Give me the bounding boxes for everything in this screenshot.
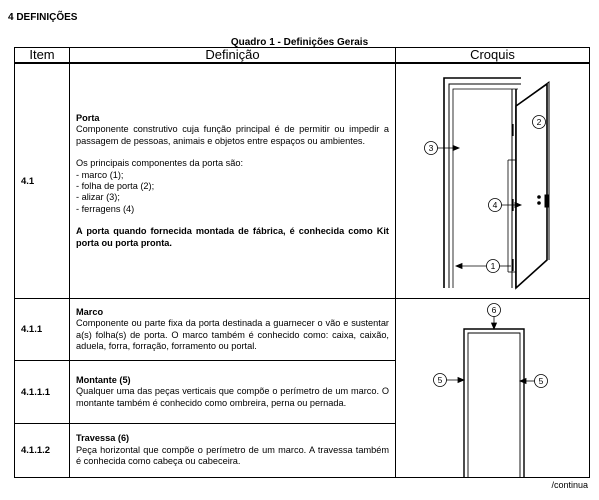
item-number: 4.1.1: [15, 299, 70, 361]
definition-text: Qualquer uma das peças verticais que compõe o perímetro de um marco. O montante também é conhecido como ombreira, perna ou pernada.: [76, 386, 389, 408]
definition-text: Componente ou parte fixa da porta destinada a guarnecer o vão e sustentar a(s) folha(s) de porta. O marco também é conhecido como: caixa, caixão, aduela, forra, forração, forramento ou portal.: [76, 318, 389, 352]
item-number: 4.1.1.2: [15, 423, 70, 477]
callout-label-4: 4: [492, 200, 498, 210]
door-frame: [444, 78, 521, 288]
table-row: [15, 63, 590, 299]
item-number: 4.1.1.1: [15, 361, 70, 423]
definition-title: Montante (5): [76, 374, 131, 385]
definition-cell: [70, 63, 396, 299]
header-croquis: Croquis: [396, 48, 590, 64]
callout-label-5-right: 5: [538, 376, 544, 386]
callout-label-5-left: 5: [437, 375, 443, 385]
table-caption: Quadro 1 - Definições Gerais: [230, 37, 369, 48]
callout-label-1: 1: [490, 261, 496, 271]
definition-title: Marco: [76, 306, 104, 317]
callout-1: [456, 260, 511, 273]
section-title: 4 DEFINIÇÕES: [8, 12, 78, 23]
croqui-marco-cell: [396, 299, 590, 478]
definition-cell: [70, 423, 396, 477]
continua-note: /continua: [551, 480, 588, 490]
callout-label-3: 3: [428, 143, 434, 153]
list-item: - marco (1);: [76, 169, 124, 180]
definition-text: Componente construtivo cuja função principal é de permitir ou impedir a passagem de pessoas, animais e objetos entre espaços ou ambientes.: [76, 124, 389, 146]
definition-cell: [70, 361, 396, 423]
definitions-table: [14, 47, 590, 478]
door-leaf: [516, 82, 549, 288]
croqui-porta-cell: [396, 63, 590, 299]
frame-sketch: [396, 299, 590, 477]
item-number: 4.1: [15, 63, 70, 299]
definition-note: A porta quando fornecida montada de fábrica, é conhecida como Kit porta ou porta pronta.: [76, 226, 389, 248]
header-definicao: Definição: [70, 48, 396, 64]
definition-title: Travessa (6): [76, 433, 130, 444]
callout-label-6: 6: [491, 305, 497, 315]
list-item: - alizar (3);: [76, 192, 120, 203]
definition-intro: Os principais componentes da porta são:: [76, 158, 243, 169]
door-sketch: [396, 64, 590, 298]
list-item: - folha de porta (2);: [76, 181, 155, 191]
table-header-row: [15, 48, 590, 64]
list-item: - ferragens (4): [76, 203, 135, 214]
header-item: Item: [15, 48, 70, 64]
callout-label-2: 2: [536, 117, 542, 127]
definition-cell: [70, 299, 396, 361]
definition-title: Porta: [76, 112, 100, 123]
definition-text: Peça horizontal que compõe o perímetro de um marco. A travessa também é conhecida como cabeça ou cabeceira.: [76, 444, 389, 467]
table-row: [15, 299, 590, 361]
frame-outline: [464, 329, 524, 477]
